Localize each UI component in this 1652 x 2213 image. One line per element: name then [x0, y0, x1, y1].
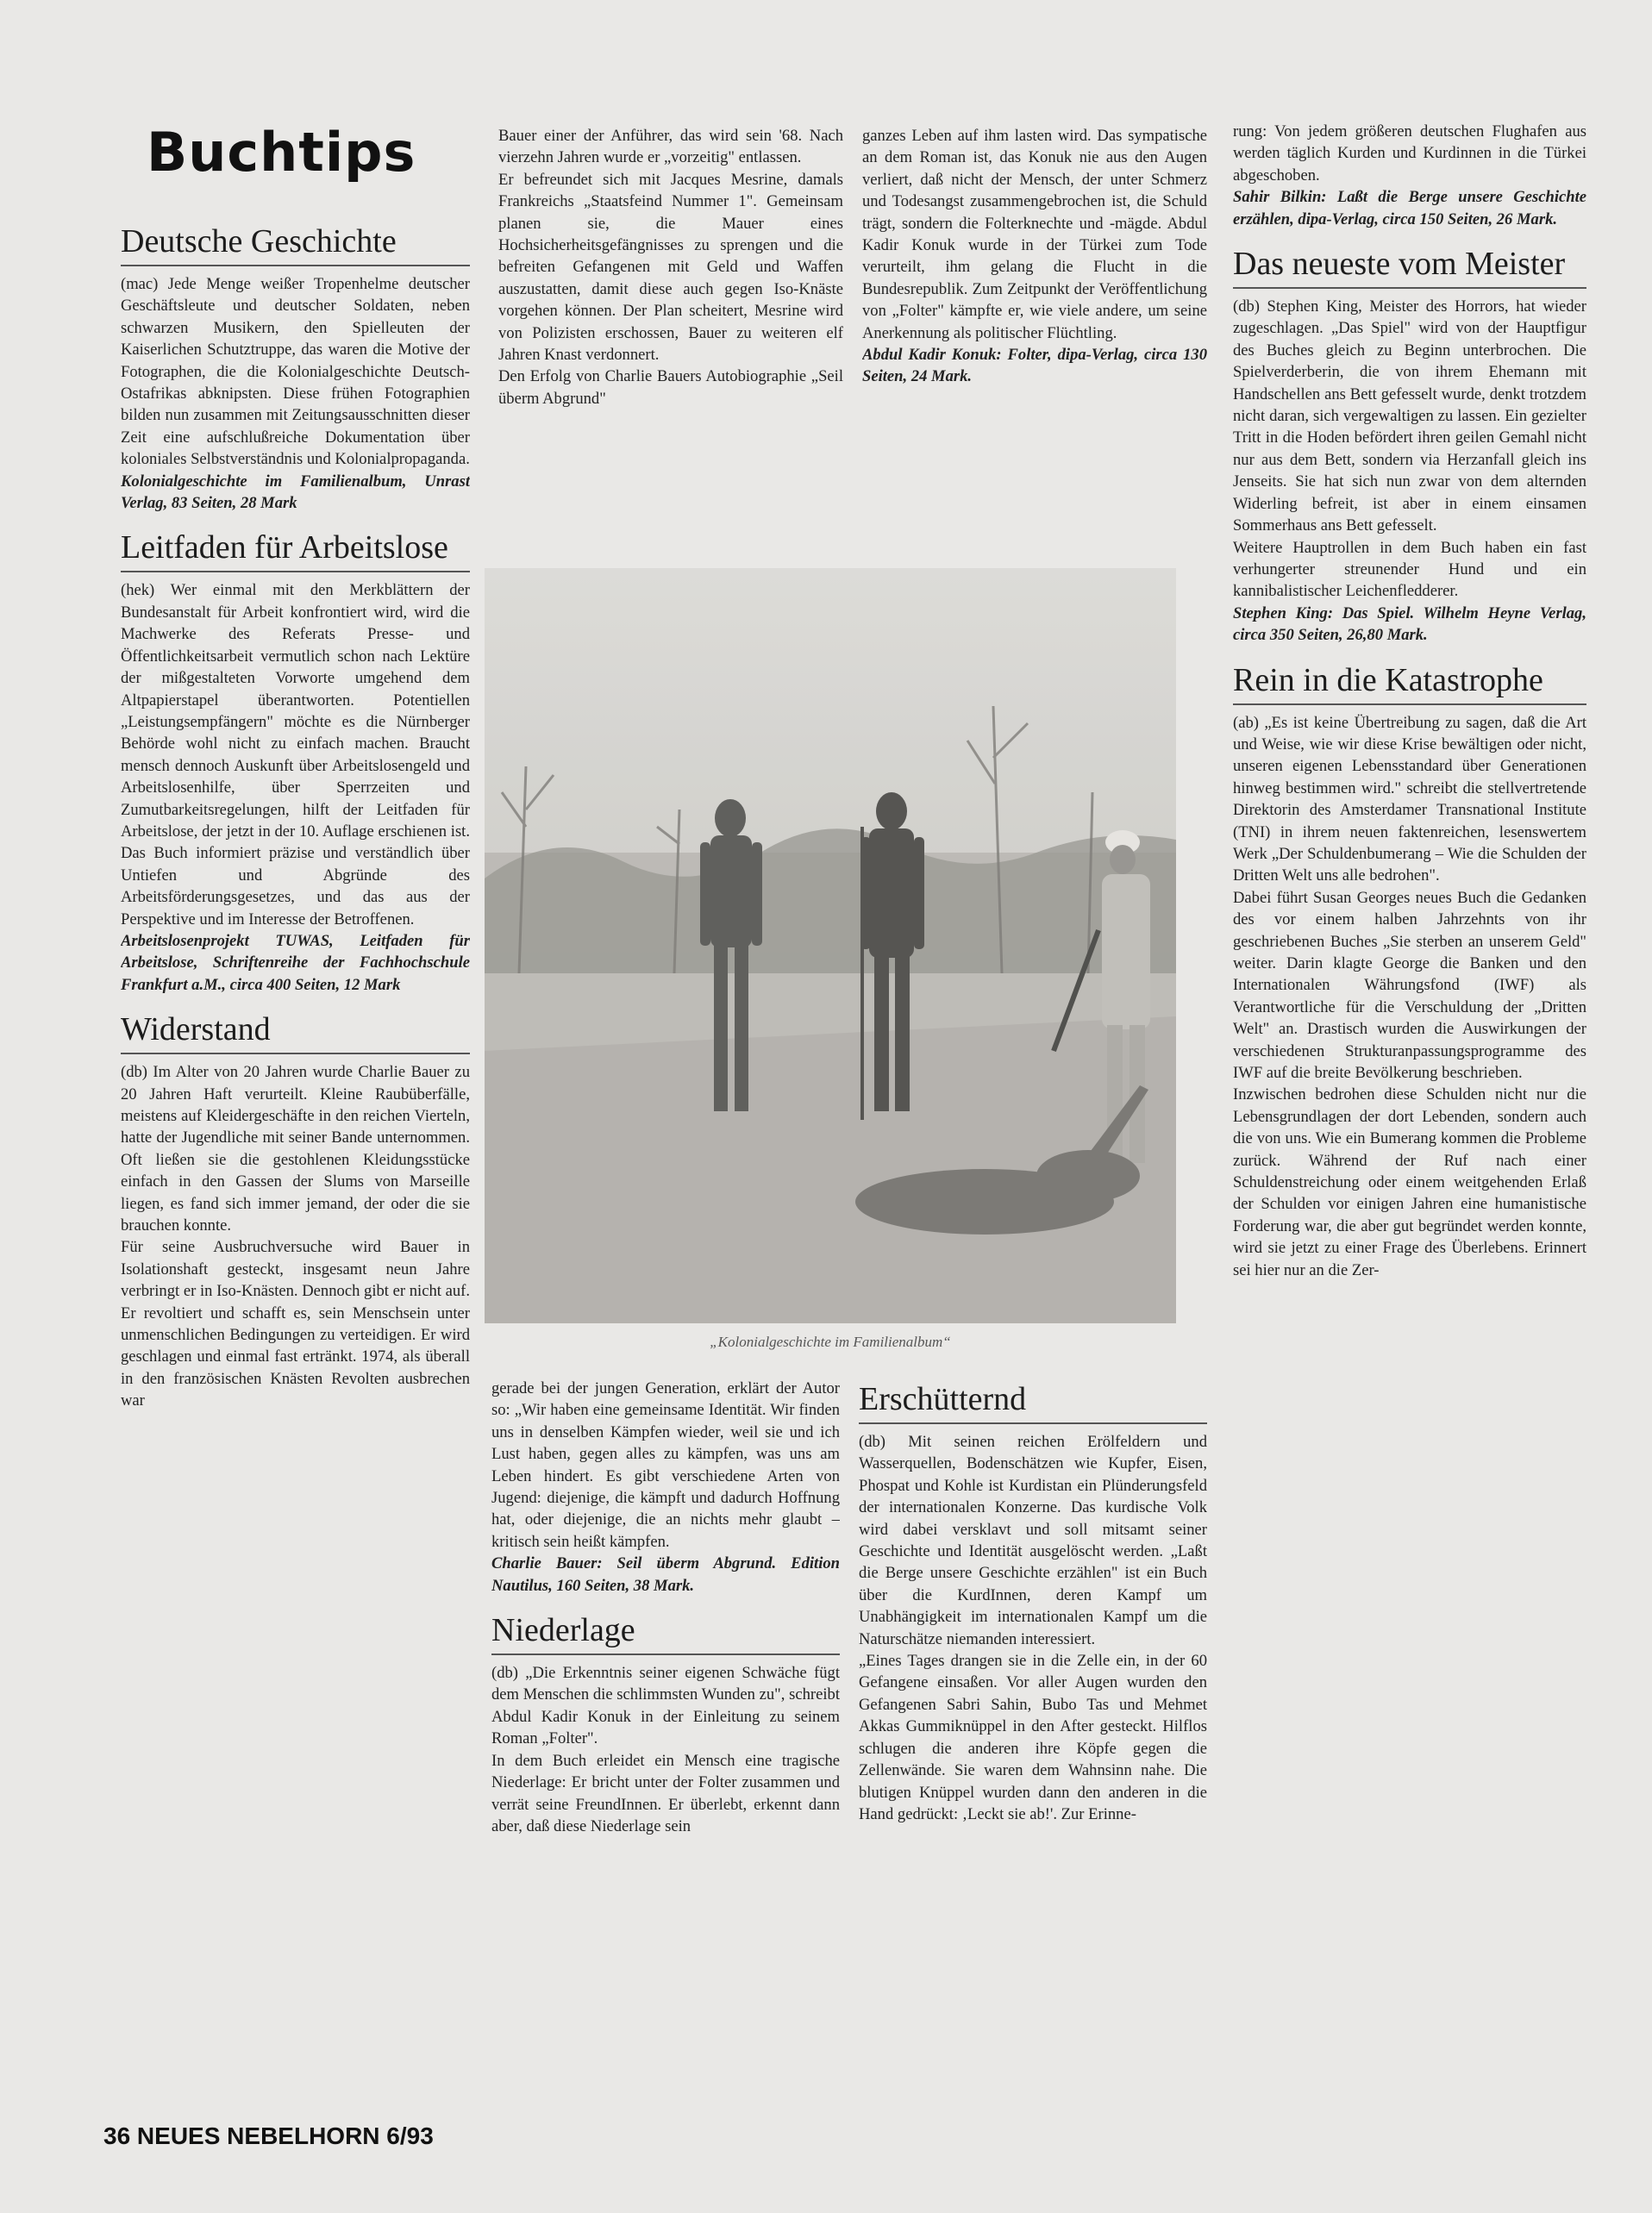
review-text: rung: Von jedem größeren deutschen Flughafen aus werden täglich Kurden und Kurdinnen in die Türkei abgeschoben. — [1233, 122, 1586, 184]
book-citation: Sahir Bilkin: Laßt die Berge unsere Geschichte erzählen, dipa-Verlag, circa 150 Seiten, 26 Mark. — [1233, 188, 1586, 228]
photo-illustration — [485, 568, 1176, 1323]
book-citation: Abdul Kadir Konuk: Folter, dipa-Verlag, circa 130 Seiten, 24 Mark. — [862, 346, 1207, 386]
colonial-photo — [485, 568, 1176, 1323]
heading-leitfaden: Leitfaden für Arbeitslose — [121, 526, 470, 572]
review-text: gerade bei der jungen Generation, erklärt der Autor so: „Wir haben eine gemeinsame Identität. Wir finden uns in denselben Kämpfen wieder, weil sie und ich Lust haben, gegen alles zu kämpfen, was uns am Leben hindert. Es gibt verschiedene Arten von Jugend: diejenige, die kämpft und dadurch Hoffnung hat, oder diejenige, die an nichts mehr glaubt – kritisch sein heißt kämpfen. — [491, 1379, 840, 1551]
column-1 — [121, 220, 470, 2086]
review-text: (db) Im Alter von 20 Jahren wurde Charlie Bauer zu 20 Jahren Haft verurteilt. Kleine Raubüberfälle, meistens auf Kleidergeschäfte in den reichen Vierteln, hatte der Jugendliche mit seiner Bande unternommen. Oft ließen sie die gestohlenen Kleidungsstücke einfach in den Gassen der Slums von Marseille liegen, es fand sich immer jemand, der oder die sie brauchen konnte. — [121, 1063, 470, 1235]
book-citation: Stephen King: Das Spiel. Wilhelm Heyne Verlag, circa 350 Seiten, 26,80 Mark. — [1233, 603, 1586, 645]
book-citation: Charlie Bauer: Seil überm Abgrund. Edition Nautilus, 160 Seiten, 38 Mark. — [491, 1554, 840, 1595]
book-citation: Kolonialgeschichte im Familienalbum, Unrast Verlag, 83 Seiten, 28 Mark — [121, 472, 470, 513]
review-text: Den Erfolg von Charlie Bauers Autobiographie „Seil überm Abgrund" — [498, 367, 843, 408]
review-text: Inzwischen bedrohen diese Schulden nicht nur die Lebensgrundlagen der dort Lebenden, sondern auch die von uns. Wie ein Bumerang kommen die Probleme zurück. Während der Ruf nach einer Schuldenstreichung oder einem weitgehenden Erlaß der Schulden vor einigen Jahren eine humanistische Forderung war, die aber gut begründet werden konnte, wird sie jetzt zu einer Frage des Überlebens. Erinnert sei hier nur an die Zer- — [1233, 1085, 1586, 1279]
heading-rein-in-die-katastrophe: Rein in die Katastrophe — [1233, 659, 1586, 705]
review-text: Bauer einer der Anführer, das wird sein '68. Nach vierzehn Jahren wurde er „vorzeitig" entlassen. — [498, 127, 843, 167]
heading-niederlage: Niederlage — [491, 1609, 840, 1655]
column-3-top — [862, 125, 1207, 556]
column-2-bottom — [491, 1378, 840, 2086]
heading-widerstand: Widerstand — [121, 1008, 470, 1054]
column-4 — [1233, 121, 1586, 2086]
section-title: Buchtips — [147, 121, 416, 184]
heading-deutsche-geschichte: Deutsche Geschichte — [121, 220, 470, 266]
book-citation: Arbeitslosenprojekt TUWAS, Leitfaden für Arbeitslose, Schriftenreihe der Fachhochschule Frankfurt a.M., circa 400 Seiten, 12 Mark — [121, 931, 470, 994]
page-footer: 36 NEUES NEBELHORN 6/93 — [103, 2122, 434, 2149]
review-text: In dem Buch erleidet ein Mensch eine tragische Niederlage: Er bricht unter der Folter zusammen und verrät seine FreundInnen. Er überlebt, erkennt dann aber, daß diese Niederlage sein — [491, 1751, 840, 1835]
review-text: Er befreundet sich mit Jacques Mesrine, damals Frankreichs „Staatsfeind Nummer 1". Gemeinsam planen sie, die Mauer eines Hochsicherheitsgefängnisses zu sprengen und die befreiten Gefangenen mit Geld und Waffen auszustatten, damit diese auch gegen Iso-Knäste vorgehen können. Der Plan scheitert, Mesrine wird von Polizisten erschossen, Bauer zu weiteren elf Jahren Knast verdonnert. — [498, 170, 843, 365]
column-2-top — [498, 125, 843, 556]
review-text: „Eines Tages drangen sie in die Zelle ein, in der 60 Gefangene einsaßen. Vor aller Augen wurden den Gefangenen Sabri Sahin, Bubo Tas und Mehmet Akkas Gummiknüppel in den After gesteckt. Hilflos schlugen die anderen ihre Köpfe gegen die Zellenwände. Sie waren dem Wahnsinn nahe. Die blutigen Knüppel wurden dann den anderen in die Hand gedrückt: ‚Leckt sie ab!'. Zur Erinne- — [859, 1652, 1207, 1823]
review-text: Für seine Ausbruchversuche wird Bauer in Isolationshaft gesteckt, insgesamt neun Jahre verbringt er in Iso-Knästen. Dennoch gibt er nicht auf. Er revoltiert und schafft es, sein Menschsein unter unmenschlichen Bedingungen zu verteidigen. Er wird geschlagen und einmal fast ertränkt. 1974, als überall in den französischen Knästen Revolten ausbrechen war — [121, 1238, 470, 1410]
column-3-bottom — [859, 1378, 1207, 2086]
heading-erschuetternd: Erschütternd — [859, 1378, 1207, 1424]
review-text: (db) Stephen King, Meister des Horrors, hat wieder zugeschlagen. „Das Spiel" wird von der Hauptfigur des Buches gleich zu Beginn unterbrochen. Die Spielverderberin, die von ihrem Ehemann mit Handschellen ans Bett gefesselt wurde, denkt trotzdem nicht daran, sich vergewaltigen zu lassen. Ein gezielter Tritt in die Hoden befördert ihren geilen Gemahl nicht nur aus dem Bett, sondern via Herzanfall gleich ins Jenseits. Sie hat sich nun zwar von dem alternden Widerling befreit, ist aber in einem einsamen Sommerhaus ans Bett gefesselt. — [1233, 297, 1586, 535]
photo-caption: „Kolonialgeschichte im Familienalbum“ — [710, 1334, 951, 1350]
review-text: (db) Mit seinen reichen Erölfeldern und Wasserquellen, Bodenschätzen wie Kupfer, Eisen, Phospat und Kohle ist Kurdistan ein Plünderungsfeld der internationalen Konzerne. Das kurdische Volk wird dabei versklavt und soll mitsamt seiner Geschichte und Identität ausgelöscht werden. „Laßt die Berge unsere Geschichte erzählen" ist ein Buch über die KurdInnen, deren Kampf um Unabhängigkeit im internationalen Kampf um die Naturschätze niemanden interessiert. — [859, 1433, 1207, 1648]
review-text: (ab) „Es ist keine Übertreibung zu sagen, daß die Art und Weise, wie wir diese Krise bewältigen oder nicht, unseren eigenen Lebensstandard über Generationen hinweg bestimmen wird." schreibt die stellvertretende Direktorin des Amsterdamer Transnational Institute (TNI) in ihrem neuen faktenreichen, lesenswertem Werk „Der Schuldenbumerang – Wie die Schulden der Dritten Welt uns alle bedrohen". — [1233, 713, 1586, 885]
review-text: ganzes Leben auf ihm lasten wird. Das sympatische an dem Roman ist, das Konuk nie aus den Augen verliert, daß nicht der Mensch, der unter Schmerz und Todesangst zusammengebrochen ist, die Schuld trägt, sondern die Folterknechte und -mägde. Abdul Kadir Konuk wurde in der Türkei zum Tode verurteilt, ihm gelang die Flucht in die Bundesrepublik. Zum Zeitpunkt der Veröffentlichung von „Folter" kämpfte er, wie viele andere, um seine Anerkennung als politischer Flüchtling. — [862, 127, 1207, 342]
heading-das-neueste-vom-meister: Das neueste vom Meister — [1233, 242, 1586, 289]
review-text: (hek) Wer einmal mit den Merkblättern der Bundesanstalt für Arbeit konfrontiert wird, wird die Machwerke des Referats Presse- und Öffentlichkeitsarbeit vermutlich schon nach Lektüre der mißgestalteten Vorworte umgehend dem Altpapierstapel überantworten. Potentiellen „Leistungsempfängern" möchte es die Nürnberger Behörde wohl nicht zu einfach machen. Braucht mensch dennoch Auskunft über Arbeitslosengeld und Arbeitslosenhilfe, über Sperrzeiten und Zumutbarkeitsregelungen, hilft der Leitfaden für Arbeitslose, der jetzt in der 10. Auflage erschienen ist. Das Buch informiert präzise und verständlich über Untiefen und Abgründe des Arbeitsförderungsgesetzes, und das aus der Perspektive und im Interesse der Betroffenen. — [121, 581, 470, 928]
review-text: (mac) Jede Menge weißer Tropenhelme deutscher Geschäftsleute und deutscher Soldaten, neben schwarzen Musikern, den Spielleuten der Kaiserlichen Schutztruppe, das waren die Motive der Fotographen, die die Kolonialgeschichte Deutsch-Ostafrikas abknipsten. Diese frühen Fotographien bilden nun zusammen mit Zeitungsausschnitten dieser Zeit eine aufschlußreiche Dokumentation über koloniales Selbstverständnis und Kolonialpropaganda. — [121, 275, 470, 469]
review-text: Dabei führt Susan Georges neues Buch die Gedanken des vor einem halben Jahrzehnts von ihr geschriebenen Buches „Sie sterben an unserem Geld" weiter. Darin klagte George die Banken und den Internationalen Währungsfond (IWF) als Verantwortliche für die Verschuldung der „Dritten Welt" an. Drastisch wurden die Auswirkungen der verschiedenen Strukturanpassungsprogramme des IWF auf die breite Bevölkerung beschrieben. — [1233, 888, 1586, 1083]
review-text: (db) „Die Erkenntnis seiner eigenen Schwäche fügt dem Menschen die schlimmsten Wunden zu", schreibt Abdul Kadir Konuk in der Einleitung zu seinem Roman „Folter". — [491, 1664, 840, 1748]
review-text: Weitere Hauptrollen in dem Buch haben ein fast verhungerter streunender Hund und ein kannibalistischer Leichenfledderer. — [1233, 538, 1586, 601]
